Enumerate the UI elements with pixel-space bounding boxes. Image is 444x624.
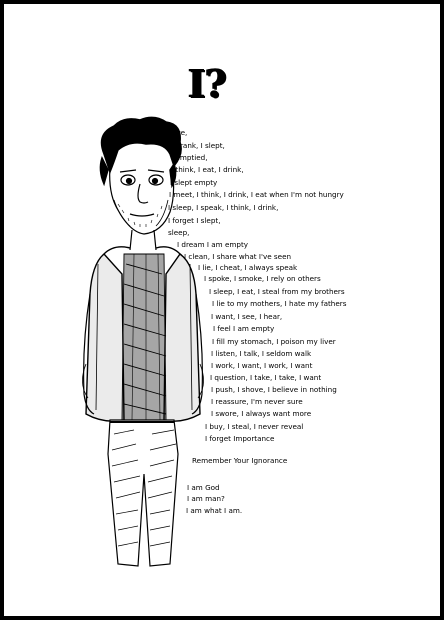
poem-line: sleep, [168,228,190,237]
poem-line: I am God [187,483,220,492]
poem-line: I dream I am empty [177,240,249,249]
poem-line: I feel I am empty [213,324,275,333]
poem-line: I push, I shove, I believe in nothing [211,385,337,394]
poem-line: I want, I see, I hear, [211,312,283,321]
poem-line: I think, I eat, I drink, [171,165,244,174]
poem-line: I forget Importance [205,434,275,443]
poem-line: I buy, I steal, I never reveal [205,422,304,431]
poem-line: I sleep, I speak, I think, I drink, [168,203,279,212]
poem-line: I am what I am. [186,506,243,515]
poem-line: I forget I slept, [168,216,221,225]
poem-line: I emptied, [171,153,208,162]
poem-line: I question, I take, I take, I want [210,373,322,382]
poem-line: I work, I want, I work, I want [211,361,313,370]
poem-line: I lie, I cheat, I always speak [198,263,298,272]
poem-line: I swore, I always want more [211,409,312,418]
poem-line: I drank, I slept, [171,141,225,150]
poem-line: Remember Your Ignorance [192,456,288,465]
poem-title: I? [187,61,227,106]
poem-line: I spoke, I smoke, I rely on others [204,274,321,283]
poem-line: I clean, I share what I've seen [184,252,292,261]
poem-line: I meet, I think, I drink, I eat when I'm not hungry [169,190,344,199]
poem-line: I sleep, I eat, I steal from my brothers [209,287,345,296]
poem-text [4,4,444,624]
poem-line: I am man? [187,494,225,503]
poem-line: I slept empty [170,178,218,187]
poem-line: I ate, [169,128,188,137]
poem-line: I reassure, I'm never sure [211,397,303,406]
poem-line: I listen, I talk, I seldom walk [211,349,312,358]
poem-line: I fill my stomach, I poison my liver [212,337,336,346]
poem-line: I lie to my mothers, I hate my fathers [212,299,347,308]
